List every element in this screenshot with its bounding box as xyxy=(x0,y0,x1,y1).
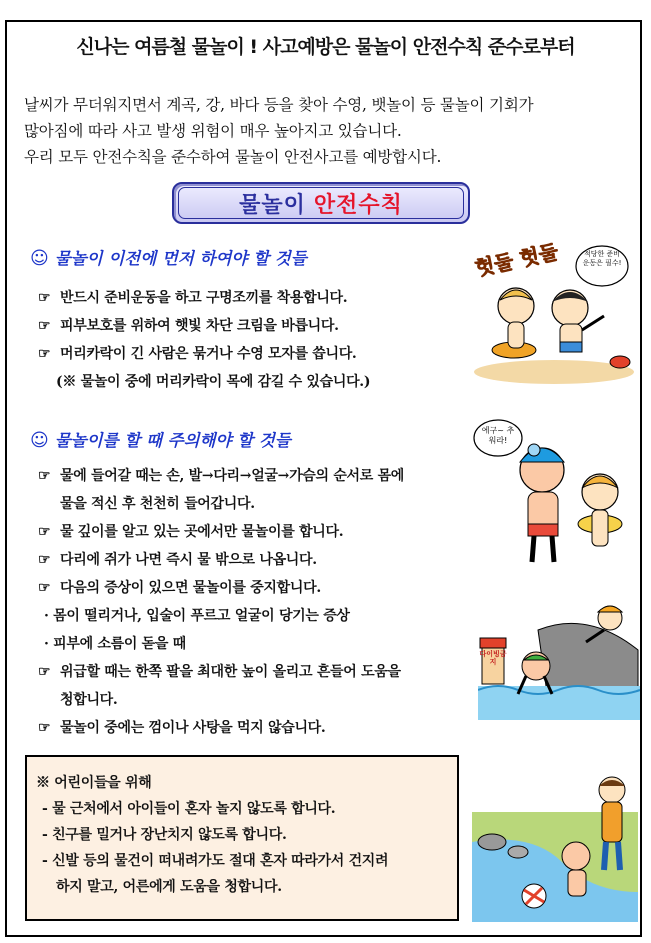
warmup-shout-text: 헛둘 헛둘 xyxy=(472,239,561,281)
symptom-item: · 피부에 소름이 돋을 때 xyxy=(44,636,186,652)
banner-text-part2: 안전수칙 xyxy=(313,192,403,218)
list-item: ☞ 반드시 준비운동을 하고 구명조끼를 착용합니다. xyxy=(38,284,370,312)
children-note-item: - 친구를 밀거나 장난치지 않도록 합니다. xyxy=(42,827,287,843)
intro-line: 날씨가 무더워지면서 계곡, 강, 바다 등을 찾아 수영, 뱃놀이 등 물놀이 기회가 xyxy=(24,96,534,114)
list-item-continuation: 청합니다. xyxy=(60,692,118,708)
children-note-item: - 신발 등의 물건이 떠내려가도 절대 혼자 따라가서 건지려 xyxy=(42,853,389,869)
intro-paragraph xyxy=(24,92,624,170)
cold-speech-bubble-text: 에구~ 추워라! xyxy=(481,426,515,445)
page-title: 신나는 여름철 물놀이 ! 사고예방은 물놀이 안전수칙 준수로부터 xyxy=(76,36,575,58)
warmup-speech-bubble-text: 적당한 준비 운동은 필수! xyxy=(582,250,622,267)
list-item-continuation: 물을 적신 후 천천히 들어갑니다. xyxy=(60,496,255,512)
stream-kids-illustration xyxy=(472,772,638,922)
list-item: ☞ 위급할 때는 한쪽 팔을 최대한 높이 올리고 흔들어 도움을 xyxy=(38,658,404,686)
section1-heading-text: 물놀이 이전에 먼저 하여야 할 것들 xyxy=(54,249,307,268)
smiley-icon: ☺ xyxy=(30,248,49,269)
children-note-heading: ※ 어린이들을 위해 xyxy=(36,775,152,791)
pointing-hand-icon: ☞ xyxy=(38,346,51,362)
section1-heading xyxy=(30,245,307,269)
pointing-hand-icon: ☞ xyxy=(38,664,51,680)
children-note xyxy=(36,770,388,900)
list-item: ☞ 물 깊이를 알고 있는 곳에서만 물놀이를 합니다. xyxy=(38,518,404,546)
list-item: ☞ 피부보호를 위하여 햇빛 차단 크림을 바릅니다. xyxy=(38,312,370,340)
warmup-kids-illustration xyxy=(470,238,638,386)
safety-rules-banner xyxy=(172,182,470,224)
pointing-hand-icon: ☞ xyxy=(38,290,51,306)
children-note-item: - 물 근처에서 아이들이 혼자 놀지 않도록 합니다. xyxy=(42,801,336,817)
diving-warning-illustration xyxy=(478,590,640,720)
pointing-hand-icon: ☞ xyxy=(38,524,51,540)
children-note-item-continuation: 하지 말고, 어른에게 도움을 청합니다. xyxy=(56,879,282,895)
list-item: ☞ 다음의 증상이 있으면 물놀이를 중지합니다. xyxy=(38,574,404,602)
intro-line: 많아짐에 따라 사고 발생 위험이 매우 높아지고 있습니다. xyxy=(24,122,402,140)
list-item: ☞ 물에 들어갈 때는 손, 발→다리→얼굴→가슴의 순서로 몸에 xyxy=(38,462,404,490)
section2-list xyxy=(38,462,404,742)
pointing-hand-icon: ☞ xyxy=(38,580,51,596)
pointing-hand-icon: ☞ xyxy=(38,720,51,736)
smiley-icon: ☺ xyxy=(30,430,49,451)
section1-list xyxy=(38,284,370,396)
pointing-hand-icon: ☞ xyxy=(38,552,51,568)
list-item: ☞ 물놀이 중에는 껌이나 사탕을 먹지 않습니다. xyxy=(38,714,404,742)
list-note: (※ 물놀이 중에 머리카락이 목에 감길 수 있습니다.) xyxy=(56,374,371,390)
pointing-hand-icon: ☞ xyxy=(38,318,51,334)
symptom-item: · 몸이 떨리거나, 입술이 푸르고 얼굴이 당기는 증상 xyxy=(44,608,350,624)
diving-sign-text: 다이빙금지 xyxy=(479,650,507,666)
list-item: ☞ 머리카락이 긴 사람은 묶거나 수영 모자를 씁니다. xyxy=(38,340,370,368)
section2-heading-text: 물놀이를 할 때 주의해야 할 것들 xyxy=(54,431,291,450)
cold-kids-illustration xyxy=(472,412,640,568)
list-item: ☞ 다리에 쥐가 나면 즉시 물 밖으로 나옵니다. xyxy=(38,546,404,574)
section2-heading xyxy=(30,427,291,451)
pointing-hand-icon: ☞ xyxy=(38,468,51,484)
banner-text-part1: 물놀이 xyxy=(239,192,306,218)
intro-line: 우리 모두 안전수칙을 준수하여 물놀이 안전사고를 예방합시다. xyxy=(24,148,442,166)
